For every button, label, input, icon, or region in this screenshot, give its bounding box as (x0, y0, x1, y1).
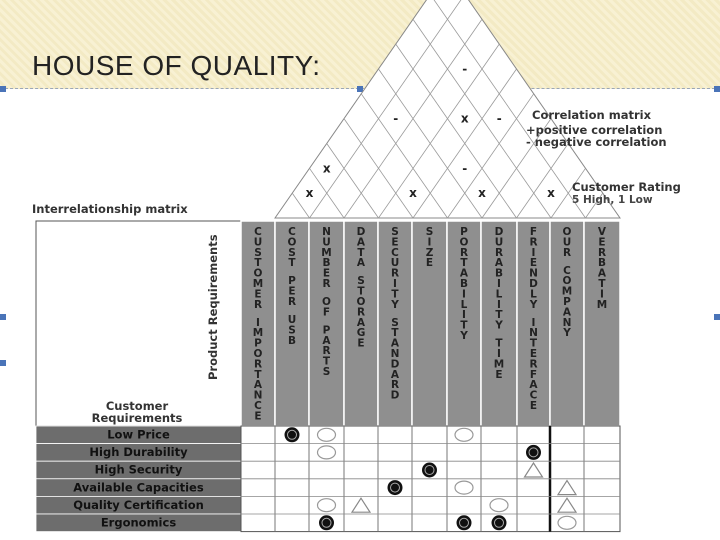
medium-relationship-symbol (455, 481, 473, 494)
row-label: Quality Certification (73, 497, 204, 512)
column-headers (241, 221, 620, 426)
column-header-label: C O S T P E R U S B (287, 226, 297, 347)
customer-requirements-label-line1: Customer (105, 399, 169, 413)
roof-correlation-mark: x (460, 111, 469, 126)
row-label: High Security (94, 462, 183, 477)
row-label: Available Capacities (73, 480, 204, 495)
requirements-rows (36, 426, 262, 532)
roof-correlation-mark: - (462, 61, 468, 76)
column-header-label: C U S T O M E R I M P O R T A N C E (252, 226, 264, 423)
roof-correlation-mark: - (393, 111, 399, 126)
strong-relationship-core (427, 468, 431, 472)
row-label: High Durability (89, 445, 188, 460)
strong-relationship-core (324, 521, 328, 525)
column-header-label: F R I E N D L Y I N T E R F A C E (529, 226, 538, 412)
roof-correlation-mark: x (322, 161, 331, 176)
product-requirements-label: Product Requirements (206, 234, 220, 380)
column-header-label: N U M B E R O F P A R T S (321, 226, 332, 378)
column-header-label: D A T A S T O R A G E (356, 226, 366, 350)
column-header-label: S I Z E (425, 226, 434, 270)
medium-relationship-symbol (318, 446, 336, 459)
row-label: Low Price (107, 427, 170, 442)
roof-correlation-mark: x (409, 186, 417, 201)
customer-requirements-label-line2: Requirements (91, 411, 183, 425)
medium-relationship-symbol (318, 428, 336, 441)
roof-correlation-mark: - (496, 111, 502, 126)
column-header-label: P O R T A B I L I T Y (459, 226, 469, 342)
medium-relationship-symbol (558, 516, 576, 529)
column-header-label: S E C U R I T Y S T A N D A R D (390, 226, 400, 402)
customer-rating-title: Customer Rating (572, 180, 681, 194)
roof-correlation-mark: - (462, 161, 468, 176)
column-header-label: D U R A B I L I T Y T I M E (493, 226, 505, 381)
relationship-matrix (241, 426, 620, 532)
negative-correlation-legend: - negative correlation (526, 135, 667, 149)
strong-relationship-core (393, 485, 397, 489)
strong-relationship-core (290, 433, 294, 437)
medium-relationship-symbol (318, 499, 336, 512)
positive-correlation-legend: +positive correlation (526, 123, 663, 137)
strong-relationship-core (531, 450, 535, 454)
customer-rating-scale: 5 High, 1 Low (572, 194, 653, 206)
column-header-label: O U R C O M P A N Y (561, 226, 573, 340)
column-header-label: V E R B A T I M (596, 226, 608, 311)
roof-correlation-mark: x (305, 186, 314, 201)
row-label: Ergonomics (100, 515, 177, 530)
slide-title: HOUSE OF QUALITY: (32, 50, 321, 81)
roof-correlation-mark: x (478, 186, 486, 201)
strong-relationship-core (497, 521, 501, 525)
interrelationship-matrix-label: Interrelationship matrix (32, 202, 188, 216)
correlation-matrix-title: Correlation matrix (532, 108, 651, 122)
medium-relationship-symbol (490, 499, 508, 512)
medium-relationship-symbol (455, 428, 473, 441)
strong-relationship-core (462, 521, 466, 525)
roof-correlation-mark: x (547, 186, 555, 201)
